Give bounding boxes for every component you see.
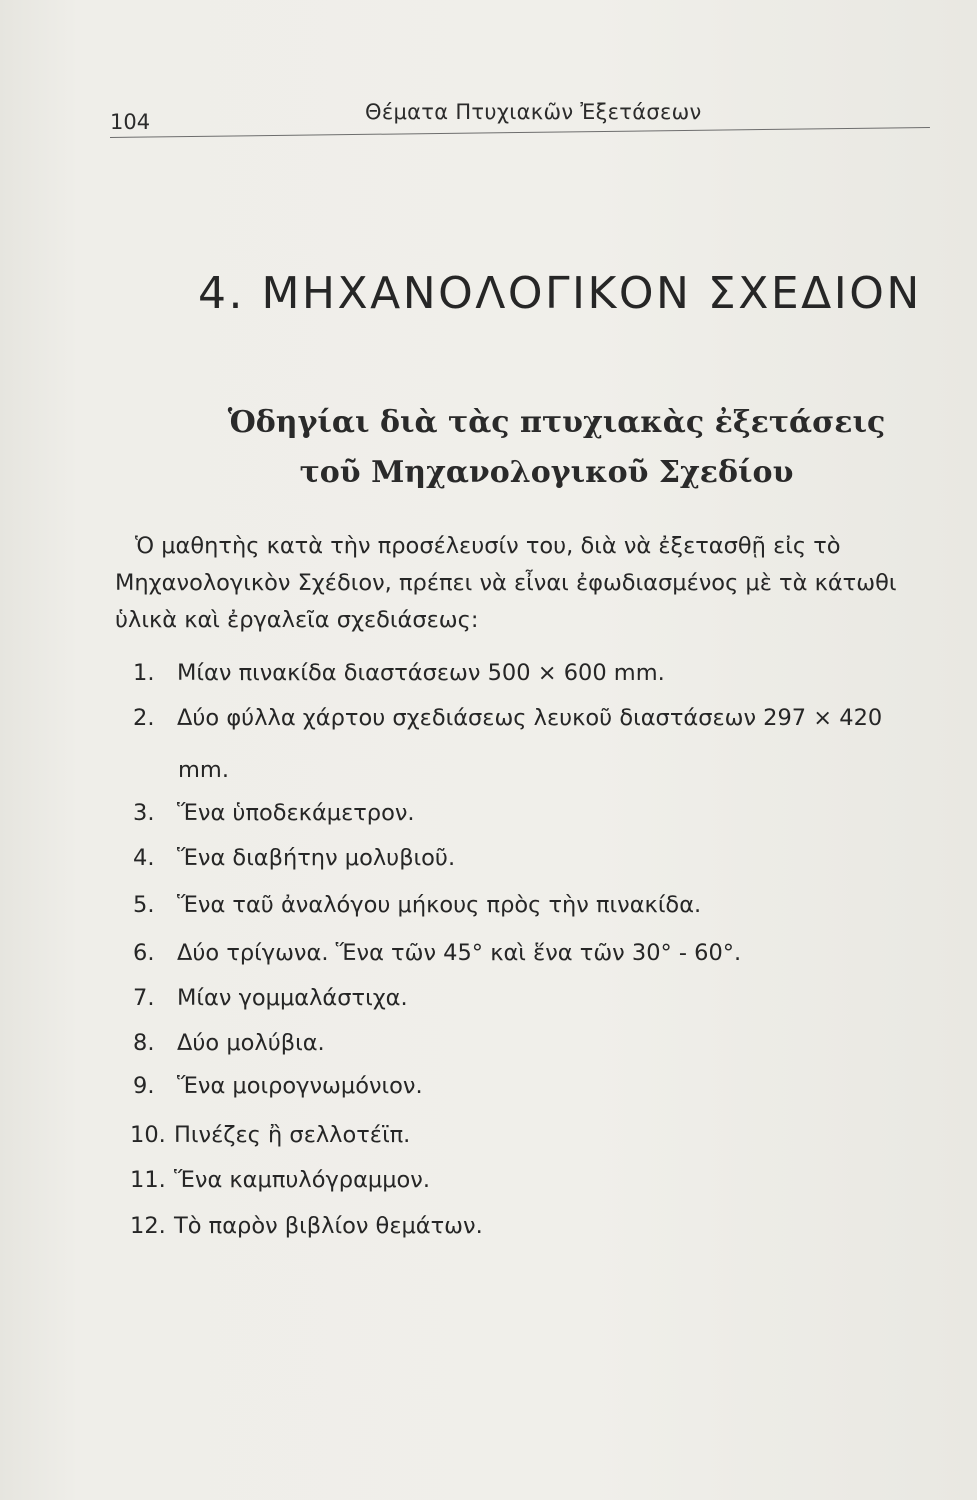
item-number: 9. [133, 1073, 155, 1099]
chapter-title: 4. ΜΗΧΑΝΟΛΟΓΙΚΟΝ ΣΧΕΔΙΟΝ [198, 268, 922, 319]
intro-line-1: Ὁ μαθητὴς κατὰ τὴν προσέλευσίν του, διὰ νὰ ἐξετασθῇ εἰς τὸ [135, 533, 841, 559]
item-number: 2. [133, 705, 155, 731]
item-number: 3. [133, 800, 155, 826]
page-header [110, 100, 940, 140]
list-item [133, 940, 741, 966]
list-item [133, 660, 665, 686]
item-text: Ἕνα ταῦ ἀναλόγου μήκους πρὸς τὴν πινακίδα. [177, 892, 702, 918]
running-title: Θέματα Πτυχιακῶν Ἐξετάσεων [365, 100, 702, 124]
item-text: Δύο μολύβια. [177, 1030, 325, 1056]
item-text: Ἕνα καμπυλόγραμμον. [174, 1167, 431, 1193]
item-number: 12. [130, 1213, 166, 1239]
subtitle-line-2: τοῦ Μηχανολογικοῦ Σχεδίου [299, 455, 794, 490]
item-number: 4. [133, 845, 155, 871]
item-number: 6. [133, 940, 155, 966]
intro-line-2: Μηχανολογικὸν Σχέδιον, πρέπει νὰ εἶναι ἐφωδιασμένος μὲ τὰ κάτωθι [115, 570, 897, 596]
list-item [133, 705, 882, 731]
intro-line-3: ὑλικὰ καὶ ἐργαλεῖα σχεδιάσεως: [115, 607, 479, 633]
list-item [133, 892, 701, 918]
item-number: 1. [133, 660, 155, 686]
item-number: 7. [133, 985, 155, 1011]
item-text: Ἕνα διαβήτην μολυβιοῦ. [177, 845, 456, 871]
item-2-continuation: mm. [178, 757, 229, 783]
list-item [130, 1122, 410, 1148]
list-item [133, 985, 408, 1011]
list-item [133, 845, 455, 871]
item-text: Μίαν γομμαλάστιχα. [177, 985, 408, 1011]
list-item [133, 1030, 325, 1056]
item-number: 11. [130, 1167, 166, 1193]
list-item [130, 1167, 430, 1193]
item-text: Τὸ παρὸν βιβλίον θεμάτων. [174, 1213, 483, 1239]
list-item [133, 800, 415, 826]
intro-paragraph [115, 528, 950, 639]
list-item [133, 1073, 423, 1099]
item-number: 5. [133, 892, 155, 918]
subtitle-line-1: Ὁδηγίαι διὰ τὰς πτυχιακὰς ἐξετάσεις [227, 405, 886, 440]
list-item [130, 1213, 483, 1239]
item-number: 10. [130, 1122, 166, 1148]
item-text: Δύο φύλλα χάρτου σχεδιάσεως λευκοῦ διαστάσεων 297 × 420 [177, 705, 883, 731]
item-text: Μίαν πινακίδα διαστάσεων 500 × 600 mm. [177, 660, 665, 686]
item-number: 8. [133, 1030, 155, 1056]
item-text: Πινέζες ἢ σελλοτέϊπ. [174, 1122, 411, 1148]
item-text: Δύο τρίγωνα. Ἕνα τῶν 45° καὶ ἕνα τῶν 30° - 60°. [177, 940, 742, 966]
page-number: 104 [110, 110, 151, 134]
item-text: Ἕνα ὑποδεκάμετρον. [177, 800, 415, 826]
item-text: Ἕνα μοιρογνωμόνιον. [177, 1073, 423, 1099]
